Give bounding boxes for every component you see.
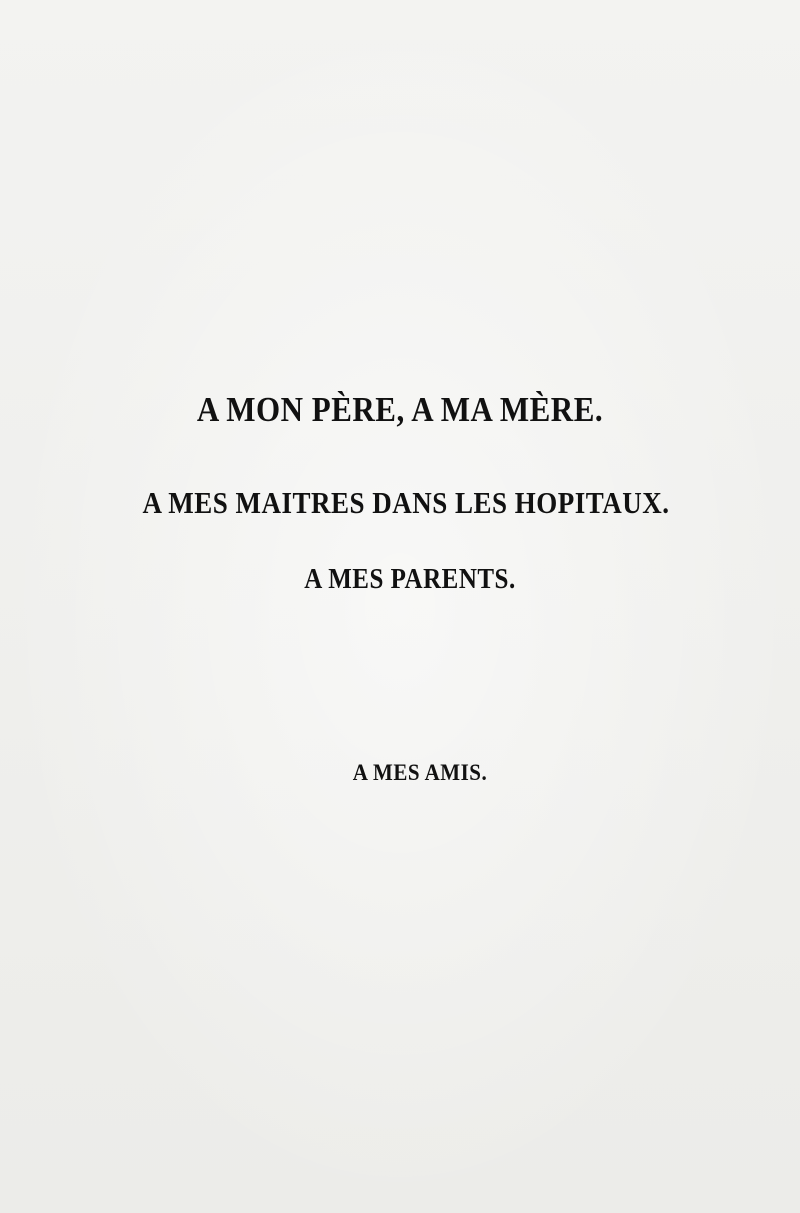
dedication-masters-line: A MES MAITRES DANS LES HOPITAUX. [142,486,670,520]
dedication-friends-line: A MES AMIS. [352,758,488,786]
dedication-parents-line: A MON PÈRE, A MA MÈRE. [196,389,604,430]
dedication-relatives-line: A MES PARENTS. [304,564,516,595]
